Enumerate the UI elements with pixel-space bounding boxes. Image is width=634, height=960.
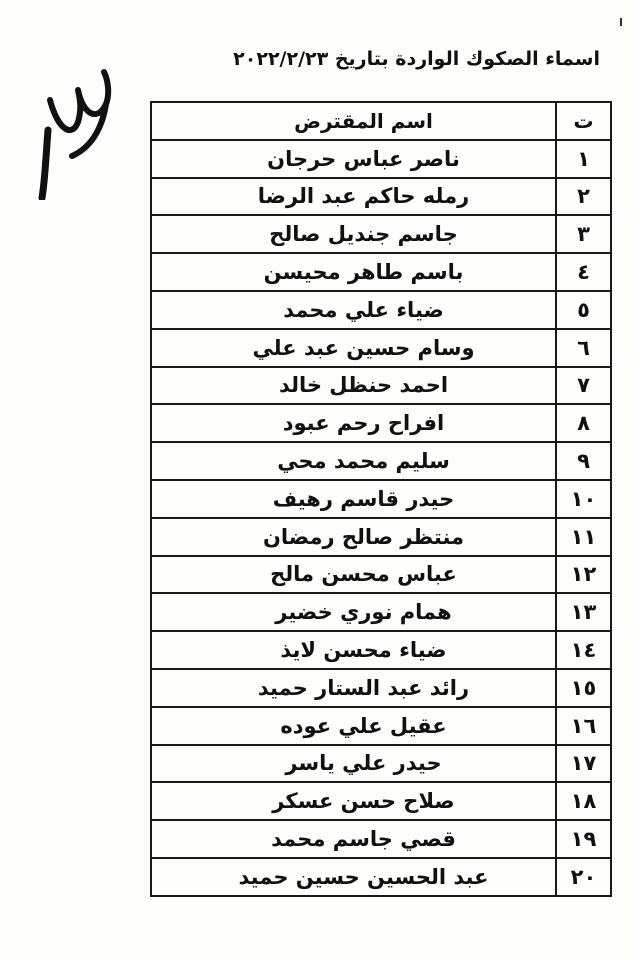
handwritten-number-drawing xyxy=(20,60,120,200)
table-row xyxy=(151,215,611,253)
row-number: ١٦ xyxy=(556,707,611,745)
row-number: ١ xyxy=(556,140,611,178)
row-name: صلاح حسن عسكر xyxy=(151,782,556,820)
document-title: اسماء الصكوك الواردة بتاريخ ٢٠٢٢/٢/٢٣ xyxy=(233,48,600,70)
row-name: افراح رحم عبود xyxy=(151,404,556,442)
header-name: اسم المقترض xyxy=(151,102,556,140)
row-name: حيدر قاسم رهيف xyxy=(151,480,556,518)
row-name: حيدر علي ياسر xyxy=(151,745,556,783)
row-number: ١٧ xyxy=(556,745,611,783)
table-row xyxy=(151,518,611,556)
row-number: ١١ xyxy=(556,518,611,556)
row-number: ١٨ xyxy=(556,782,611,820)
table-row xyxy=(151,820,611,858)
row-number: ٧ xyxy=(556,367,611,405)
row-name: عقيل علي عوده xyxy=(151,707,556,745)
row-name: عبد الحسين حسين حميد xyxy=(151,858,556,896)
table-row xyxy=(151,669,611,707)
table-row xyxy=(151,178,611,216)
row-number: ٢٠ xyxy=(556,858,611,896)
row-name: وسام حسين عبد علي xyxy=(151,329,556,367)
row-name: همام نوري خضير xyxy=(151,593,556,631)
borrowers-table xyxy=(150,101,612,897)
row-number: ١٠ xyxy=(556,480,611,518)
row-name: ضياء علي محمد xyxy=(151,291,556,329)
handwritten-page-number xyxy=(20,60,120,200)
row-number: ٥ xyxy=(556,291,611,329)
table-row xyxy=(151,404,611,442)
table-row xyxy=(151,442,611,480)
corner-mark xyxy=(620,18,622,26)
table-row xyxy=(151,329,611,367)
table-row xyxy=(151,253,611,291)
table-row xyxy=(151,631,611,669)
row-number: ٦ xyxy=(556,329,611,367)
row-name: منتظر صالح رمضان xyxy=(151,518,556,556)
row-name: عباس محسن مالح xyxy=(151,556,556,594)
row-number: ١٤ xyxy=(556,631,611,669)
table-row xyxy=(151,745,611,783)
table-row xyxy=(151,556,611,594)
row-number: ١٣ xyxy=(556,593,611,631)
row-name: جاسم جنديل صالح xyxy=(151,215,556,253)
table-row xyxy=(151,367,611,405)
row-name: رائد عبد الستار حميد xyxy=(151,669,556,707)
table-row xyxy=(151,291,611,329)
table-header-row xyxy=(151,102,611,140)
row-number: ٨ xyxy=(556,404,611,442)
row-number: ١٥ xyxy=(556,669,611,707)
row-name: باسم طاهر محيسن xyxy=(151,253,556,291)
row-number: ٤ xyxy=(556,253,611,291)
row-number: ٣ xyxy=(556,215,611,253)
row-name: ضياء محسن لايذ xyxy=(151,631,556,669)
row-number: ١٩ xyxy=(556,820,611,858)
table-row xyxy=(151,782,611,820)
row-number: ٩ xyxy=(556,442,611,480)
row-name: ناصر عباس حرجان xyxy=(151,140,556,178)
row-name: سليم محمد محي xyxy=(151,442,556,480)
table-row xyxy=(151,707,611,745)
table-row xyxy=(151,140,611,178)
table-row xyxy=(151,480,611,518)
row-name: قصي جاسم محمد xyxy=(151,820,556,858)
header-number: ت xyxy=(556,102,611,140)
row-name: رمله حاكم عبد الرضا xyxy=(151,178,556,216)
table-row xyxy=(151,593,611,631)
row-number: ٢ xyxy=(556,178,611,216)
row-name: احمد حنظل خالد xyxy=(151,367,556,405)
row-number: ١٢ xyxy=(556,556,611,594)
table-row xyxy=(151,858,611,896)
